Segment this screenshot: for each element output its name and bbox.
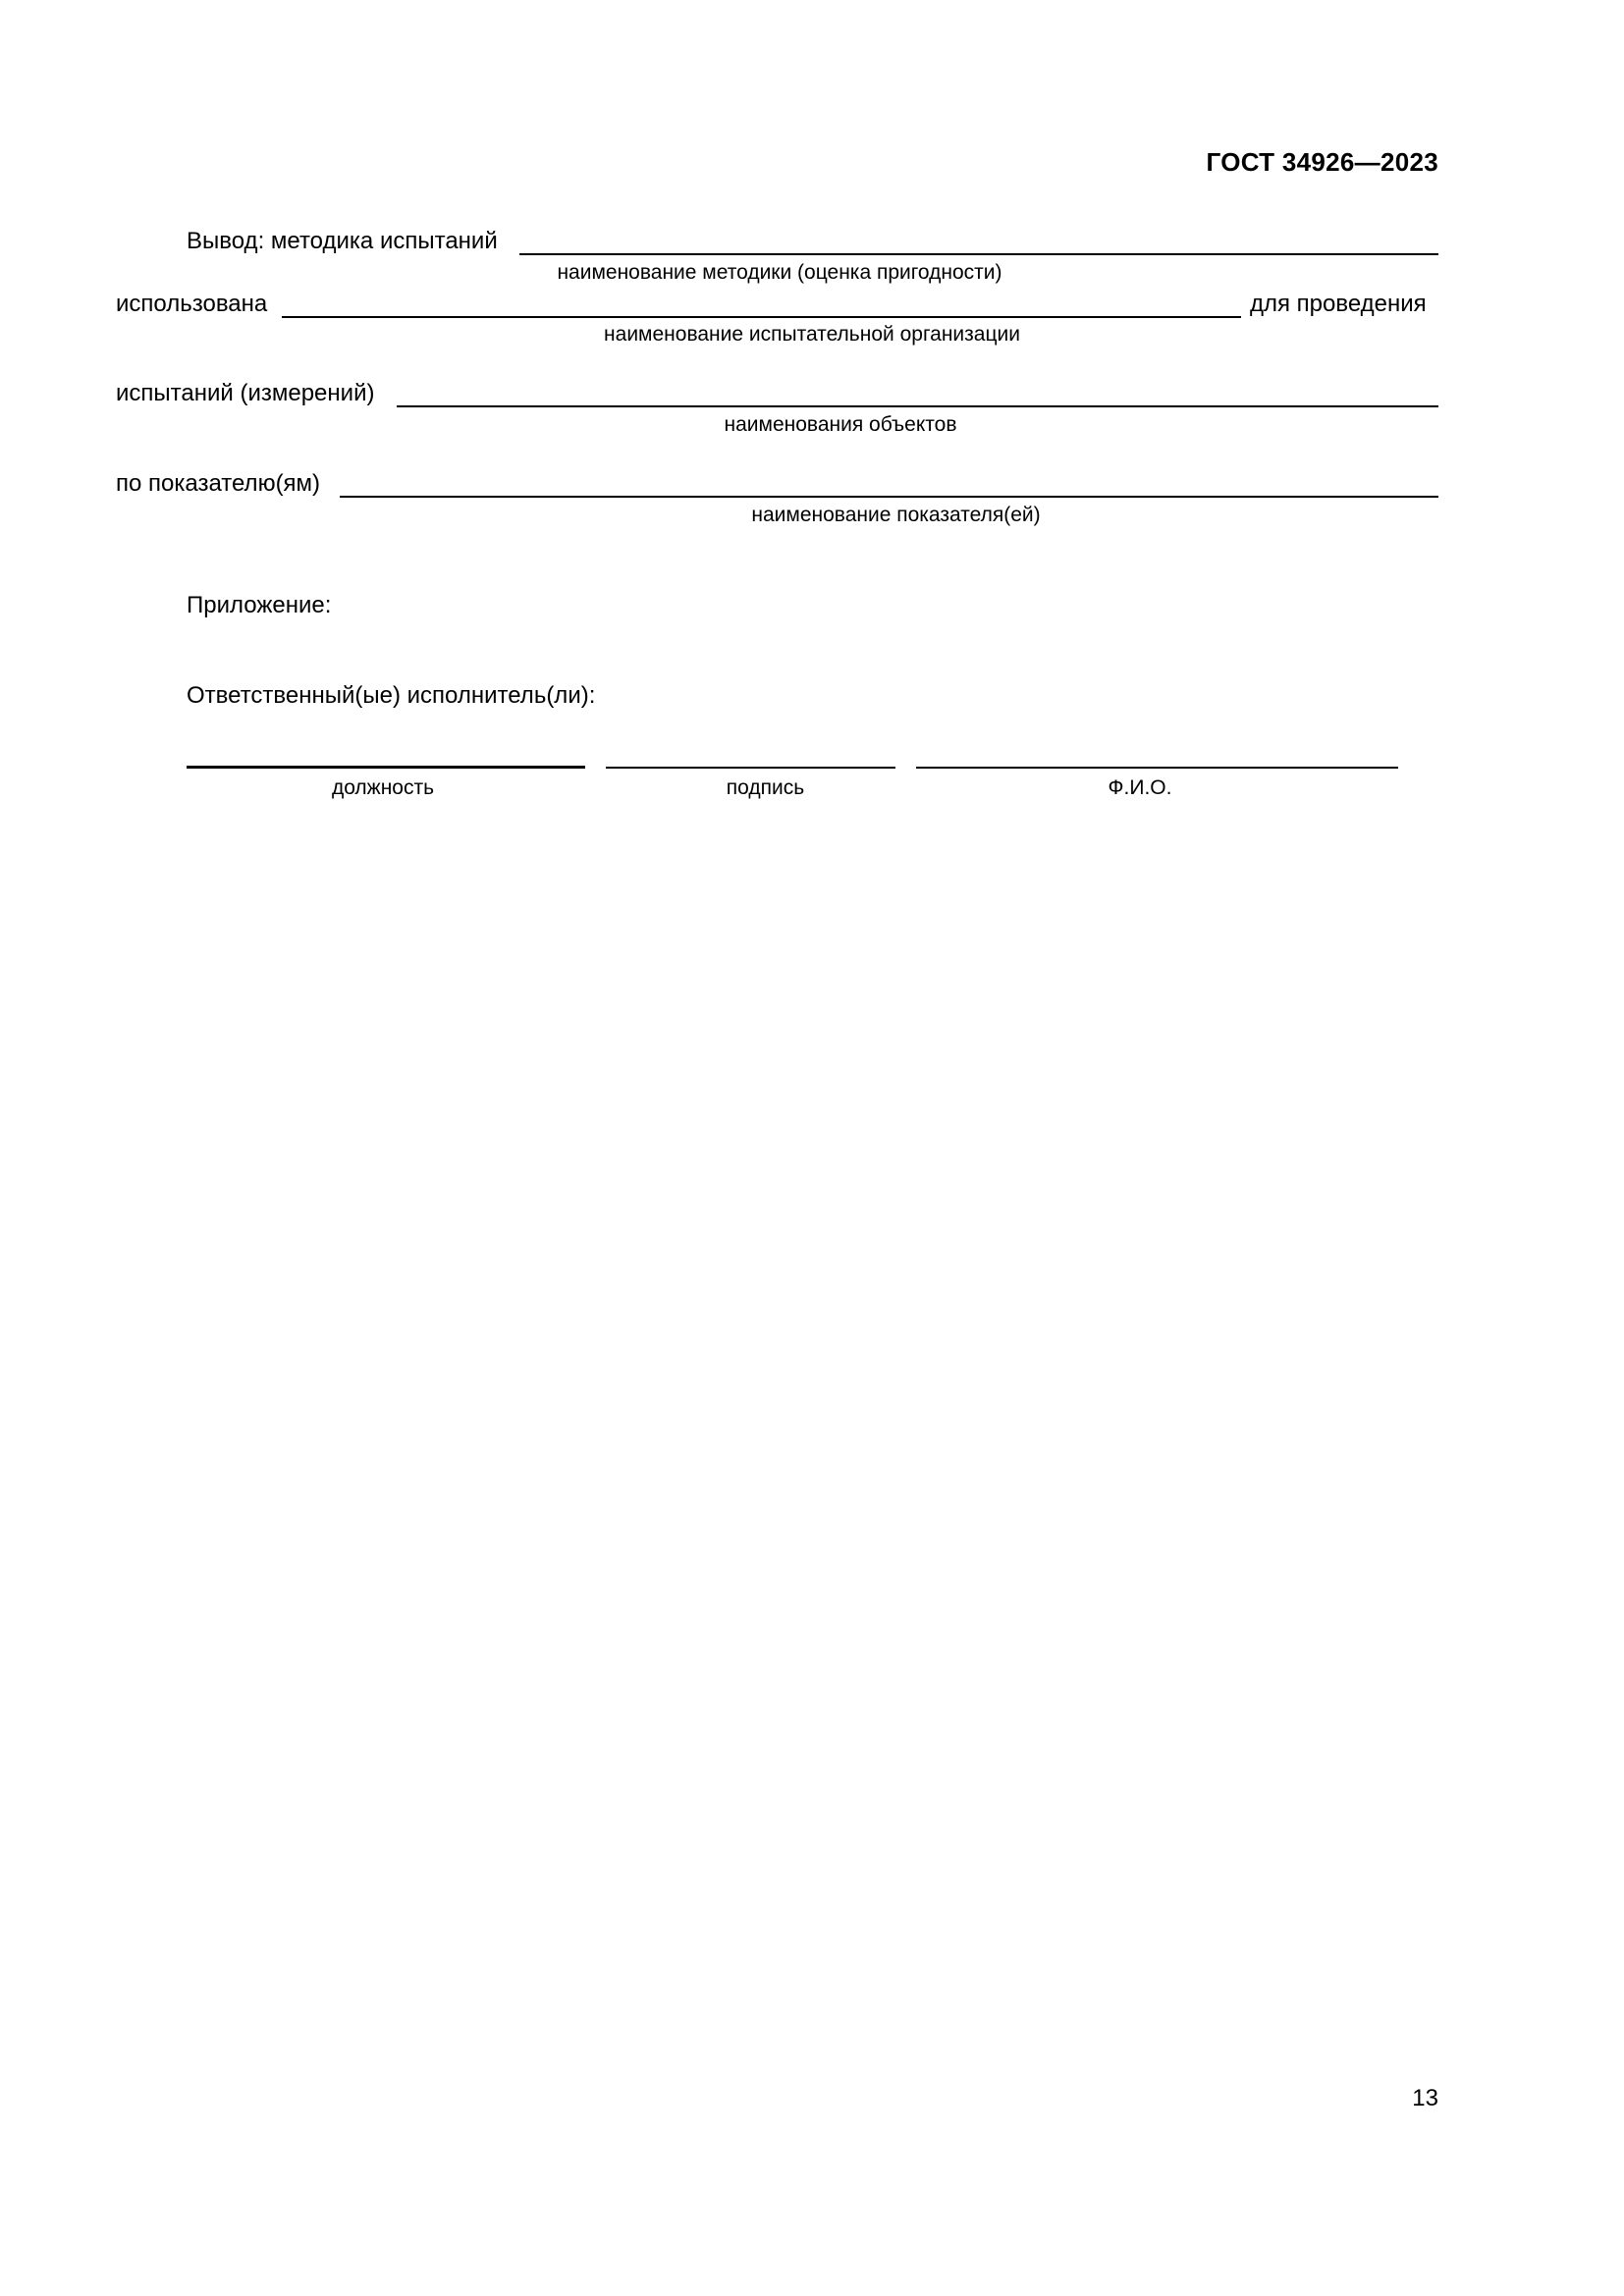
full-name-field[interactable] — [916, 767, 1398, 769]
indicators-name-field[interactable] — [340, 496, 1438, 498]
objects-caption: наименования объектов — [724, 413, 957, 436]
objects-name-field[interactable] — [397, 405, 1438, 407]
signature-field[interactable] — [606, 767, 895, 769]
conclusion-label: Вывод: методика испытаний — [187, 228, 498, 254]
organization-name-field[interactable] — [282, 316, 1241, 318]
full-name-caption: Ф.И.О. — [1108, 776, 1172, 799]
for-conducting-label: для проведения — [1250, 291, 1427, 317]
position-field[interactable] — [187, 766, 585, 769]
method-name-field[interactable] — [519, 253, 1438, 255]
method-caption: наименование методики (оценка пригодности) — [557, 261, 1002, 284]
indicators-label: по показателю(ям) — [116, 470, 321, 497]
responsible-label: Ответственный(ые) исполнитель(ли): — [187, 682, 596, 709]
signature-caption: подпись — [726, 776, 805, 799]
standard-code: ГОСТ 34926—2023 — [1206, 147, 1438, 177]
tests-label: испытаний (измерений) — [116, 380, 375, 406]
organization-caption: наименование испытательной организации — [604, 323, 1020, 346]
position-caption: должность — [331, 776, 435, 799]
indicators-caption: наименование показателя(ей) — [751, 504, 1041, 526]
used-label: использована — [116, 291, 268, 317]
appendix-label: Приложение: — [187, 592, 332, 618]
page-number: 13 — [1412, 2085, 1438, 2111]
